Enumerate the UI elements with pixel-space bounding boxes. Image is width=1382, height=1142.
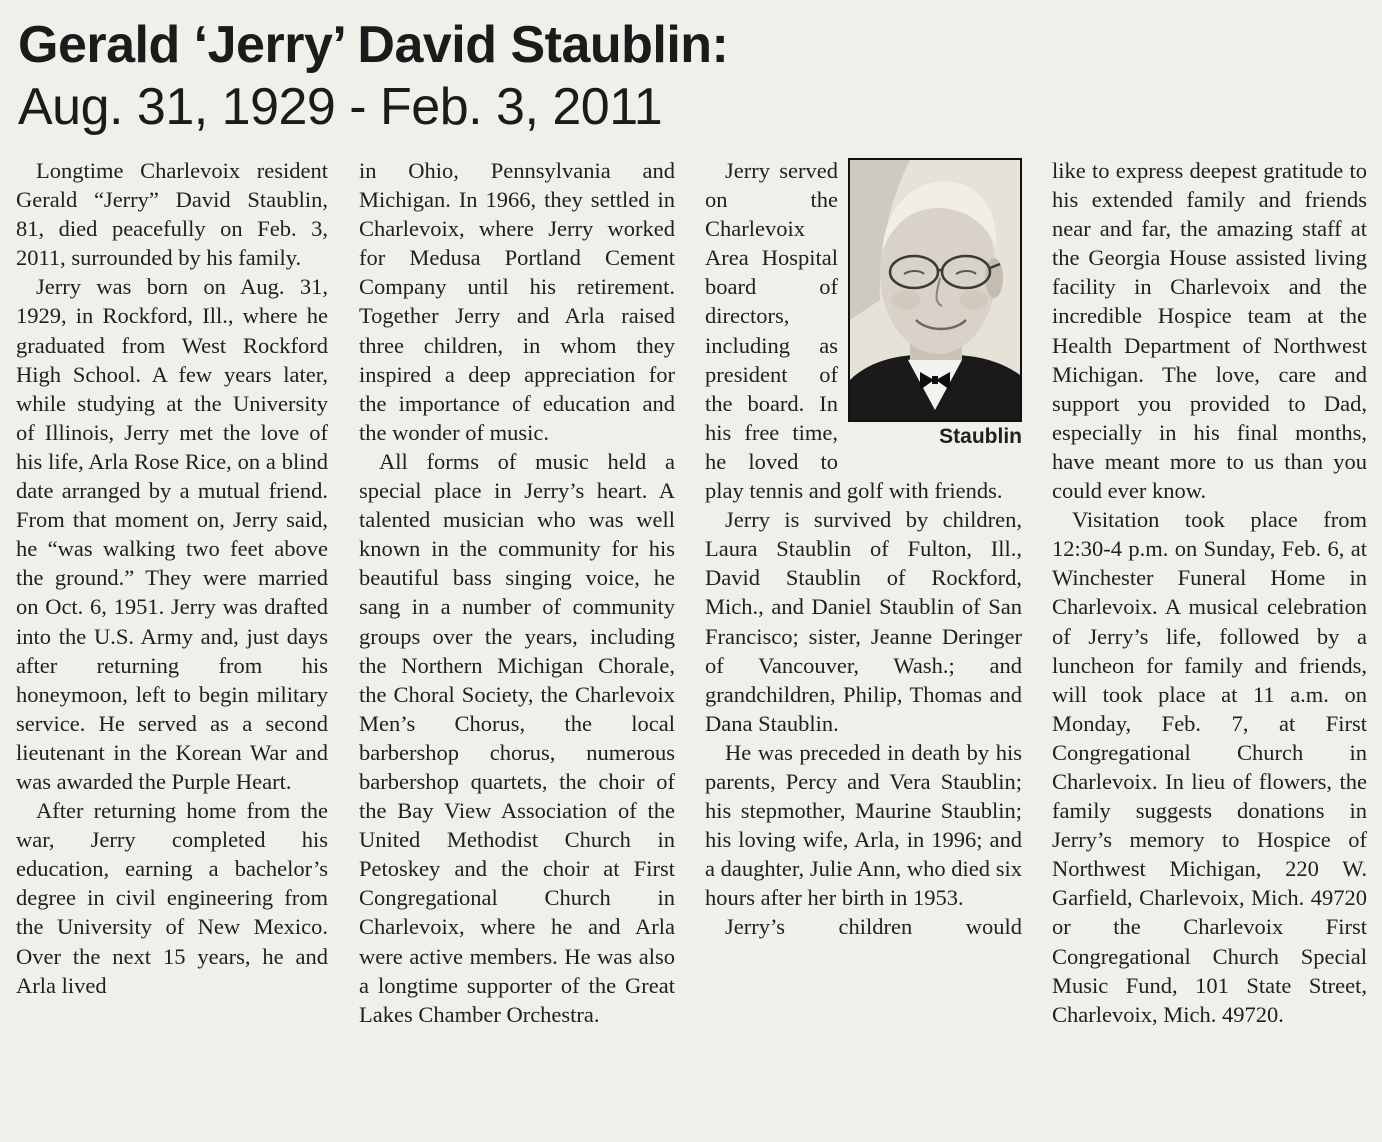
paragraph-education: After returning home from the war, Jerry completed his education, earning a bachelor’s degree in civil engineering from the University of New Mexico. Over the next 15 years, he and Arla lived (16, 798, 328, 998)
paragraph-education-continued: in Ohio, Pennsylvania and Michigan. In 1966, they settled in Charlevoix, where Jerry worked for Medusa Portland Cement Company until his retirement. Together Jerry and Arla raised three children, in whom they inspired a deep appreciation for the importance of education and the wonder of music. (359, 158, 675, 445)
paragraph-gratitude-start: Jerry’s children would (725, 914, 1022, 940)
text-column-1 (16, 156, 328, 1000)
text-column-4 (1052, 156, 1367, 1029)
paragraph-hospital-board: Jerry served on the Charlevoix Area Hospital board of directors, including as president of the board. In his free time, he loved to play tennis and golf with friends. (705, 158, 1003, 504)
text-column-2 (359, 156, 675, 1029)
portrait-image (850, 160, 1020, 420)
obituary-dates: Aug. 31, 1929 - Feb. 3, 2011 (18, 78, 663, 136)
portrait-photo (848, 158, 1022, 422)
portrait-caption: Staublin (939, 425, 1022, 448)
portrait-figure (848, 158, 1022, 451)
paragraph-music: All forms of music held a special place in Jerry’s heart. A talented musician who was well known in the community for his beautiful bass singing voice, he sang in a number of community groups over the years, including the Northern Michigan Chorale, the Choral Society, the Charlevoix Men’s Chorus, the local barbershop chorus, numerous barbershop quartets, the choir of the Bay View Association of the United Methodist Church in Petoskey and the choir at First Congregational Church in Charlevoix, where he and Arla were active members. He was also a longtime supporter of the Great Lakes Chamber Orchestra. (359, 448, 675, 1027)
paragraph-gratitude: like to express deepest gratitude to his extended family and friends near and far, the amazing staff at the Georgia House assisted living facility in Charlevoix and the incredible Hospice team at the Health Department of Northwest Michigan. The love, care and support you provided to Dad, especially in his final months, have meant more to us than you could ever know. (1052, 158, 1367, 504)
obituary-headline: Gerald ‘Jerry’ David Staublin: (18, 16, 729, 74)
text-column-3 (705, 156, 1022, 942)
paragraph-early-life: Jerry was born on Aug. 31, 1929, in Rockford, Ill., where he graduated from West Rockford High School. A few years later, while studying at the University of Illinois, Jerry met the love of his life, Arla Rose Rice, on a blind date arranged by a mutual friend. From that moment on, Jerry said, he “was walking two feet above the ground.” They were married on Oct. 6, 1951. Jerry was drafted into the U.S. Army and, just days after returning from his honeymoon, left to begin military service. He served as a second lieutenant in the Korean War and was awarded the Purple Heart. (16, 274, 328, 794)
paragraph-preceded: He was preceded in death by his parents, Percy and Vera Staublin; his stepmother, Maurine Staublin; his loving wife, Arla, in 1996; and a daughter, Julie Ann, who died six hours after her birth in 1953. (705, 739, 1022, 911)
paragraph-intro: Longtime Charlevoix resident Gerald “Jerry” David Staublin, 81, died peacefully on Feb. 3, 2011, surrounded by his family. (16, 158, 328, 271)
paragraph-survivors: Jerry is survived by children, Laura Staublin of Fulton, Ill., David Staublin of Rockford, Mich., and Daniel Staublin of San Francisco; sister, Jeanne Deringer of Vancouver, Wash.; and grandchildren, Philip, Thomas and Dana Staublin. (705, 507, 1022, 736)
paragraph-services: Visitation took place from 12:30-4 p.m. on Sunday, Feb. 6, at Winchester Funeral Home in Charlevoix. A musical celebration of Jerry’s life, followed by a luncheon for family and friends, will took place at 11 a.m. on Monday, Feb. 7, at First Congregational Church in Charlevoix. In lieu of flowers, the family suggests donations in Jerry’s memory to Hospice of Northwest Michigan, 220 W. Garfield, Charlevoix, Mich. 49720 or the Charlevoix First Congregational Church Special Music Fund, 101 State Street, Charlevoix, Mich. 49720. (1052, 507, 1367, 1027)
